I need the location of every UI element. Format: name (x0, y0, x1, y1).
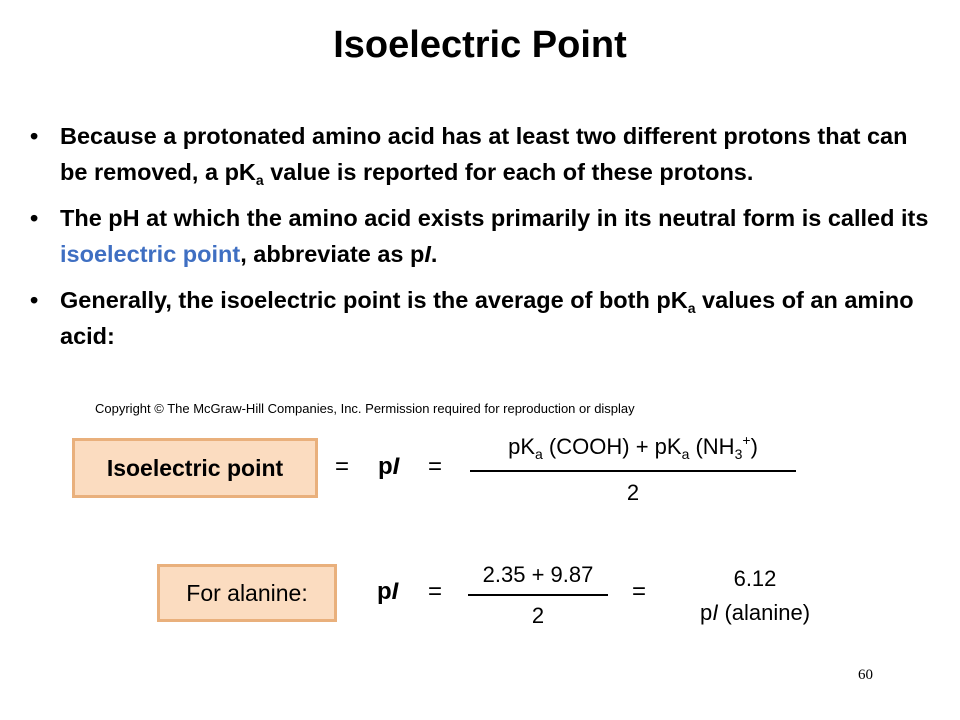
subscript: a (255, 172, 264, 188)
bullet-text: . (430, 241, 438, 267)
page-number: 60 (858, 667, 873, 683)
highlight-term: isoelectric point (60, 241, 241, 267)
fraction-line (470, 470, 796, 472)
bullet-text: values of an amino acid: (60, 287, 914, 349)
equals-sign: = (335, 453, 350, 480)
subscript: a (687, 300, 696, 316)
subscript: a (535, 446, 543, 462)
equals-sign: = (632, 578, 647, 605)
alanine-numerator: 2.35 + 9.87 (482, 562, 594, 587)
num-part: (NH (689, 434, 735, 459)
bullet-item (30, 282, 935, 354)
isoelectric-point-box: Isoelectric point (72, 438, 318, 498)
bullet-item (30, 200, 935, 272)
alanine-result-value: 6.12 (733, 566, 777, 591)
num-part: pK (508, 434, 536, 459)
slide-title: Isoelectric Point (333, 24, 627, 66)
equals-sign: = (428, 578, 443, 605)
bullet-item (30, 118, 935, 190)
bullet-dot: • (30, 287, 39, 313)
bullet-text: Generally, the isoelectric point is the average of both pK (60, 287, 688, 313)
equals-sign: = (428, 453, 443, 480)
pI-p: p (378, 453, 393, 480)
subscript: a (681, 446, 690, 462)
num-part: (COOH) + pK (542, 434, 682, 459)
formula-denominator: 2 (626, 480, 640, 505)
subscript: 3 (734, 446, 743, 462)
alanine-denominator: 2 (531, 603, 545, 628)
bullet-list (30, 118, 935, 364)
bullet-text: The pH at which the amino acid exists primarily in its neutral form is called its (60, 205, 929, 231)
superscript: + (742, 432, 751, 448)
bullet-text: value is reported for each of these protons. (263, 159, 754, 185)
alanine-result-label (680, 600, 830, 626)
bullet-text: Because a protonated amino acid has at least two different protons that can be removed, a pK (60, 123, 908, 185)
label-rest: (alanine) (718, 600, 811, 625)
pI-p: p (377, 578, 392, 605)
pI-symbol (378, 453, 399, 481)
italic-text: I (424, 241, 431, 267)
pI-I: I (392, 453, 400, 480)
bullet-dot: • (30, 205, 39, 231)
for-alanine-box: For alanine: (157, 564, 337, 622)
bullet-dot: • (30, 123, 39, 149)
label-I: I (712, 600, 719, 625)
pI-symbol (377, 578, 398, 606)
bullet-text: , abbreviate as p (240, 241, 425, 267)
num-part: ) (750, 434, 758, 459)
label-p: p (699, 600, 713, 625)
fraction-line (468, 594, 608, 596)
copyright-notice: Copyright © The McGraw-Hill Companies, Inc. Permission required for reproduction or display (95, 401, 635, 416)
formula-numerator (468, 434, 798, 460)
pI-I: I (391, 578, 399, 605)
